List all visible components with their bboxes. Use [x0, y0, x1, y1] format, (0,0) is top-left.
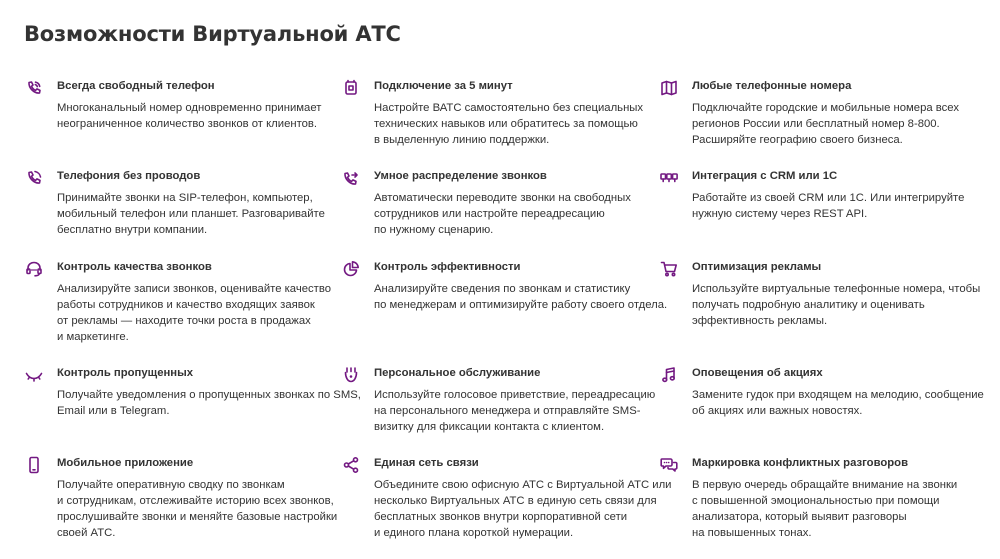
feature-description: Анализируйте записи звонков, оценивайте качество работы сотрудников и качество входящих заявок от рекламы — находите точки роста в продажах и маркетинге.	[57, 283, 331, 343]
map-icon	[660, 79, 678, 97]
feature-description: Многоканальный номер одновременно принимает неограниченное количество звонков от клиентов.	[57, 102, 322, 130]
feature-title: Телефония без проводов	[57, 170, 201, 182]
feature-description: Работайте из своей CRM или 1С. Или интегрируйте нужную систему через REST API.	[692, 192, 965, 220]
personal-service-icon	[342, 366, 360, 384]
wireless-phone-icon	[25, 169, 43, 187]
headset-icon	[25, 260, 43, 278]
feature-title: Умное распределение звонков	[374, 170, 547, 182]
feature-title: Единая сеть связи	[374, 457, 479, 469]
feature-description: Используйте виртуальные телефонные номера, чтобы получать подробную аналитику и оценивать эффективность рекламы.	[692, 283, 981, 327]
feature-title: Контроль пропущенных	[57, 367, 194, 379]
chat-bubbles-icon	[660, 456, 678, 474]
feature-title: Контроль эффективности	[374, 261, 521, 273]
feature-description: Объедините свою офисную АТС с Виртуальной АТС или несколько Виртуальных АТС в единую сеть связи для бесплатных звонков внутри корпоративной сети и единого плана короткой нумерации.	[374, 479, 672, 539]
feature-title: Интеграция с CRM или 1С	[692, 170, 838, 182]
feature-description: Настройте ВАТС самостоятельно без специальных технических навыков или обратитесь за помощью в выделенную линию поддержки.	[374, 102, 644, 146]
feature-title: Персональное обслуживание	[374, 367, 541, 379]
feature-title: Подключение за 5 минут	[374, 80, 513, 92]
feature-description: Подключайте городские и мобильные номера всех регионов России или бесплатный номер 8-800. Расширяйте географию своего бизнеса.	[692, 102, 959, 146]
share-network-icon	[342, 456, 360, 474]
feature-description: Используйте голосовое приветствие, переадресацию на персонального менеджера и отправляйте SMS- визитку для фиксации контакта с клиентом.	[374, 389, 656, 433]
mobile-phone-icon	[25, 456, 43, 474]
feature-title: Оптимизация рекламы	[692, 261, 822, 273]
music-note-icon	[660, 366, 678, 384]
feature-description: В первую очередь обращайте внимание на звонки с повышенной эмоциональностью при помощи анализатора, который выявит разговоры на повышенных тонах.	[692, 479, 958, 539]
cart-icon	[660, 260, 678, 278]
feature-description: Замените гудок при входящем на мелодию, сообщение об акциях или важных новостях.	[692, 389, 984, 417]
page-title: Возможности Виртуальной АТС	[24, 22, 401, 46]
feature-description: Принимайте звонки на SIP-телефон, компьютер, мобильный телефон или планшет. Разговаривайте бесплатно внутри компании.	[57, 192, 325, 236]
feature-title: Контроль качества звонков	[57, 261, 212, 273]
pie-chart-icon	[342, 260, 360, 278]
feature-title: Маркировка конфликтных разговоров	[692, 457, 909, 469]
integration-icon	[660, 169, 678, 187]
connect-icon	[342, 79, 360, 97]
eye-icon	[25, 366, 43, 384]
feature-description: Получайте оперативную сводку по звонкам и сотрудникам, отслеживайте историю всех звонков, прослушивайте звонки и меняйте базовые настройки своей АТС.	[57, 479, 338, 539]
feature-title: Любые телефонные номера	[692, 80, 852, 92]
call-forward-icon	[342, 169, 360, 187]
feature-description: Автоматически переводите звонки на свободных сотрудников или настройте переадресацию по нужному сценарию.	[374, 192, 631, 236]
feature-title: Всегда свободный телефон	[57, 80, 215, 92]
feature-title: Оповещения об акциях	[692, 367, 823, 379]
feature-description: Анализируйте сведения по звонкам и статистику по менеджерам и оптимизируйте работу своего отдела.	[374, 283, 668, 311]
phone-signal-icon	[25, 79, 43, 97]
feature-title: Мобильное приложение	[57, 457, 194, 469]
feature-description: Получайте уведомления о пропущенных звонках по SMS, Email или в Telegram.	[57, 389, 361, 417]
